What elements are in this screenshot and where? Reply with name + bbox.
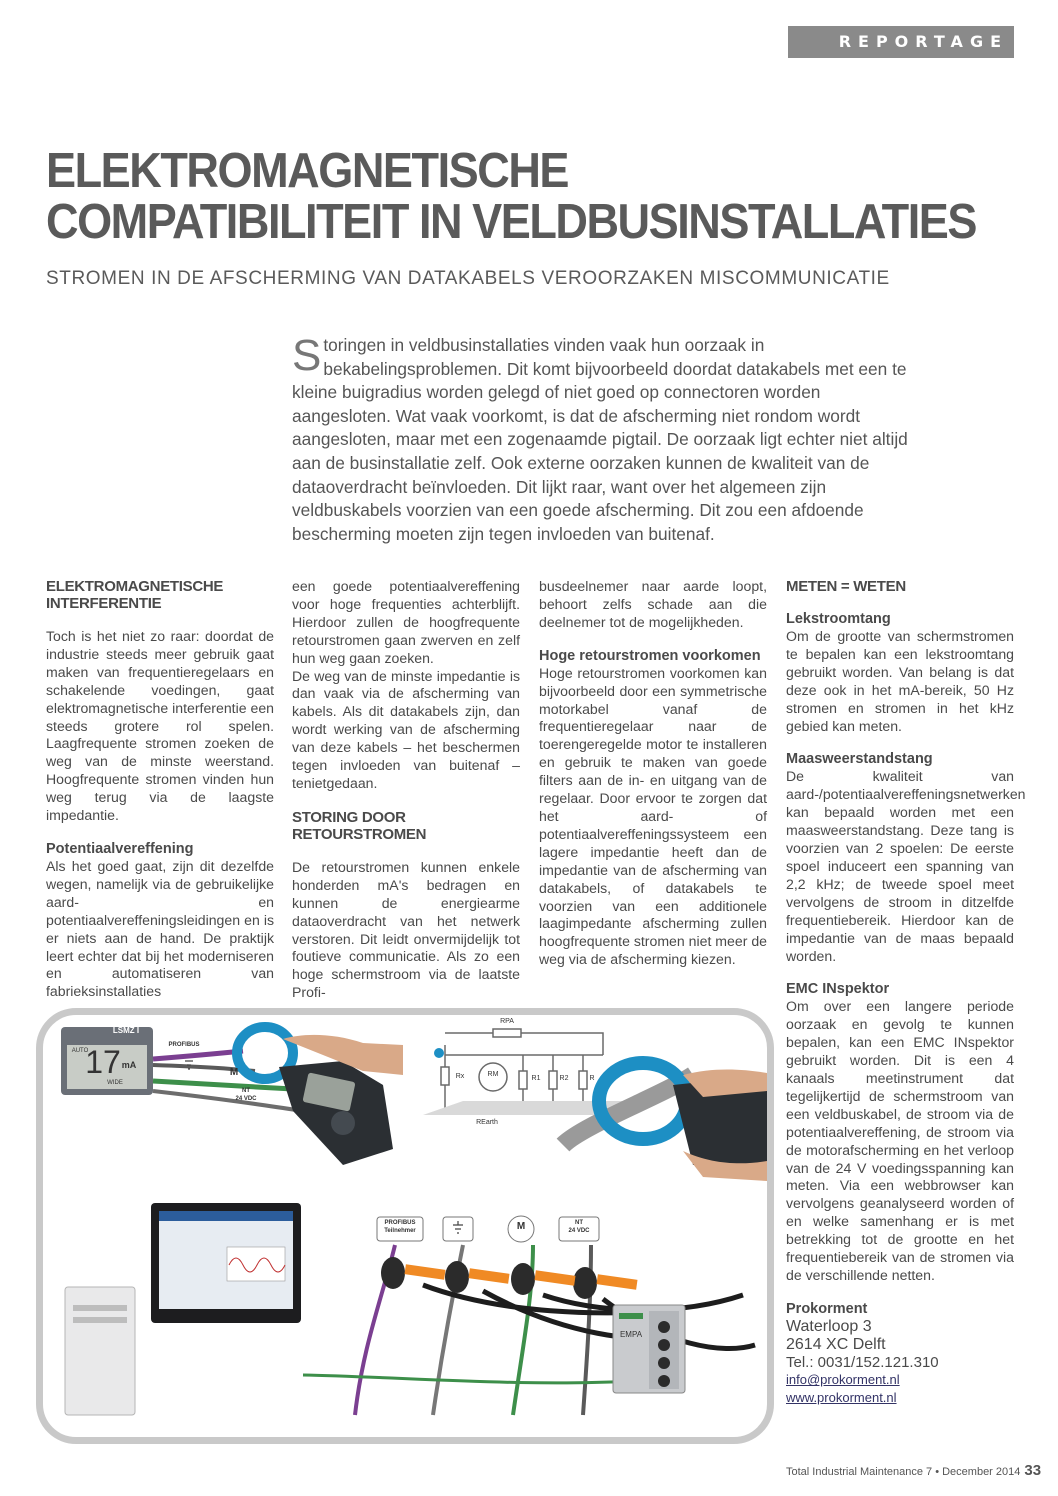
contact-street: Waterloop 3 [786,1317,872,1335]
paragraph: De kwaliteit van aard-/potentiaalvereffeningsnetwerken kan bepaald worden met een maasweerstandstang. Deze tang is voorzien van 2 spoelen: De eerste spoel induceert een spanning van 2,2 kHz; de tweede spoel meet vervolgens de stroom in ditzelfde frequentiebereik. Hierdoor kan de impedantie van de maas bepaald worden. [786,768,1026,964]
meter-wide-label: WIDE [107,1080,123,1086]
probe-icon [434,1048,444,1058]
column-1 [46,578,274,1001]
emc-port-3 [658,1357,670,1369]
column-4 [786,578,1026,1407]
intro-text: toringen in veldbusinstallaties vinden vaak hun oorzaak in bekabelingsproblemen. Dit komt bijvoorbeeld doordat datakabels met een te kleine buigradius worden gelegd of niet goed op connectoren worden aangesloten. Wat vaak voorkomt, is dat de afscherming niet rondom wordt aangesloten, maar met een zogenaamde pigtail. De oorzaak ligt echter niet altijd aan de businstallatie zelf. Ook externe oorzaken kunnen de kwaliteit van de dataoverdracht beïnvloeden. Dit lijkt raar, want over het algemeen zijn veldbuskabels voorzien van een goede afscherming. Dit zou een afdoende bescherming moeten zijn tegen invloeden van buitenaf. [292,335,908,544]
box-m-label: M [516,1221,526,1232]
motor-label: M [229,1067,239,1078]
paragraph: De retourstromen kunnen enkele honderden mA's bedragen en kunnen de energiearme dataoverdracht van het netwerk verstoren. Dit leidt onvermijdelijk tot foutieve communicatie. Als zo een hoge schermstroom via de laatste Profi- [292,858,520,1001]
emc-led-strip [619,1313,643,1319]
heading-interferentie: ELEKTROMAGNETISCHE INTERFERENTIE [46,578,224,612]
contact-city: 2614 XC Delft [786,1335,886,1353]
section-tag: REPORTAGE [788,26,1014,58]
intro-paragraph [292,331,924,546]
paragraph: een goede potentiaalvereffening voor hoge frequenties achterblijft. Hierdoor zullen de hoogfrequente retourstromen gaan zwerven en zelf hun weg gaan zoeken. [292,578,520,666]
paragraph: Als het goed gaat, zijn dit dezelfde wegen, namelijk via de gebruikelijke aard- en potentiaalvereffeningsleidingen en is er niets aan de hand. De praktijk leert echter dat bij het moderniseren en automatiseren van fabrieksinstallaties [46,857,274,1000]
clamp-meter-1-dial [331,1111,355,1135]
nt-volt-label: 24 VDC [235,1096,257,1102]
article-subtitle: STROMEN IN DE AFSCHERMING VAN DATAKABELS VEROORZAKEN MISCOMMUNICATIE [46,268,890,289]
heading-potentiaalvereffening: Potentiaalvereffening [46,840,194,857]
box-profibus-label: PROFIBUS [384,1220,416,1226]
r3-label: R [589,1075,595,1082]
nt-cable [153,1091,303,1111]
illustration-figure [36,1008,774,1444]
sensor-clamps [381,1257,638,1299]
rx-label: Rx [455,1073,465,1080]
device-brand-label: EMPA [619,1330,643,1339]
rpa-label: RPA [500,1018,514,1025]
meter-brand-label: LSMZ I [112,1026,140,1035]
drive-bay-2 [73,1317,127,1323]
contact-email-link[interactable]: info@prokorment.nl [786,1372,900,1388]
heading-meten-weten: METEN = WETEN [786,578,906,595]
title-line-1: ELEKTROMAGNETISCHE [46,144,568,198]
article-title [46,144,976,249]
paragraph: busdeelnemer naar aarde loopt, behoort zelfs schade aan die deelnemer tot de mogelijkheden. [539,578,767,630]
meter-value-label: 17 [85,1044,121,1080]
heading-storing: STORING DOOR RETOURSTROMEN [292,808,427,843]
heading-hoge-retourstromen: Hoge retourstromen voorkomen [539,647,761,664]
box-nt-volt-label: 24 VDC [568,1228,590,1234]
profibus-cable [153,1051,243,1059]
column-2 [292,578,520,1002]
drive-bay-1 [73,1305,127,1311]
emc-port-4 [658,1375,670,1387]
box-nt-label: NT [575,1220,583,1226]
paragraph: De weg van de minste impedantie is dan vaak via de afscherming van kabels. Als dit datakabels zijn, dan wordt werking van de afscherming van deze kabels – het beschermen tegen invloeden van buitenaf – tenietgedaan. [292,667,520,791]
page-footer [786,1462,1042,1479]
clamp-meter-1-body [279,1061,393,1165]
page-number: 33 [1024,1462,1042,1479]
r1-label: R1 [531,1075,541,1082]
paragraph: Toch is het niet zo raar: doordat de industrie steeds meer gebruik gaat maken van frequentieregelaars en schakelende voedingen, gaat elektromagnetische interferentie een steeds grotere rol spelen. Laagfrequente stromen zoeken de weg van de minste weerstand. Hoogfrequente stromen vinden hun weg terug via de laagste impedantie. [46,628,274,824]
title-line-2: COMPATIBILITEIT IN VELDBUSINSTALLATIES [46,195,976,249]
heading-emc-inspektor: EMC INspektor [786,981,890,998]
monitor-titlebar [159,1211,293,1221]
rm-label: RM [487,1071,499,1078]
dropcap: S [292,331,322,380]
emc-port-1 [658,1321,670,1333]
meter-unit-label: mA [121,1060,137,1070]
meter-auto-label: AUTO [71,1048,89,1054]
box-teilnehmer-label: Teilnehmer [384,1228,416,1234]
rearth-label: REarth [476,1119,498,1126]
column-3 [539,578,767,969]
r2-label: R2 [559,1075,569,1082]
footer-publication: Total Industrial Maintenance 7 • December 2014 [786,1466,1021,1478]
paragraph: Om over een langere periode oorzaak en gevolg te kunnen bepalen, kan een EMC INspektor gebruikt worden. Dit is een 4 kanaals meetinstrument dat tegelijkertijd de schermstroom van een veldbuskabel, de stroom via de potentiaalvereffening, de stroom via de motorafscherming en het verloop van de 24 V voedingsspanning kan meten. Via een webbrowser kan vervolgens geanalyseerd worden of en welke samenhang er is met betrekking tot de grootte en het frequentiebereik van de stromen via de verschillende netten. [786,998,1014,1283]
heading-maasweerstandstang: Maasweerstandstang [786,751,933,768]
paragraph: Om de grootte van schermstromen te bepalen kan een lekstroomtang gebruikt worden. Van belang is dat deze ook in het mA-bereik, 50 Hz stromen en stromen in het kHz gebied kan meten. [786,628,1014,734]
heading-lekstroomtang: Lekstroomtang [786,611,891,627]
nt-label: NT [242,1088,250,1094]
paragraph: Hoge retourstromen voorkomen kan bijvoorbeeld door een symmetrische motorkabel vanaf de frequentieregelaar naar de toerengeregelde motor te installeren en gebruik te maken van goede filters aan de in- en uitgang van de regelaar. Door ervoor te zorgen dat het aard- of potentiaalvereffeningssysteem een lagere impedantie heeft dan de impedantie van de afscherming van datakabels, of datakabels te voorzien van een additionele laagimpedante afscherming zullen hoogfrequente stromen niet meer de weg via de afscherming kiezen. [539,664,767,968]
contact-company: Prokorment [786,1300,868,1317]
monitor-chart [227,1247,285,1281]
profibus-label: PROFIBUS [168,1042,200,1048]
contact-phone: Tel.: 0031/152.121.310 [786,1353,939,1371]
contact-block [786,1301,1014,1407]
emc-port-2 [658,1339,670,1351]
contact-web-link[interactable]: www.prokorment.nl [786,1390,897,1406]
